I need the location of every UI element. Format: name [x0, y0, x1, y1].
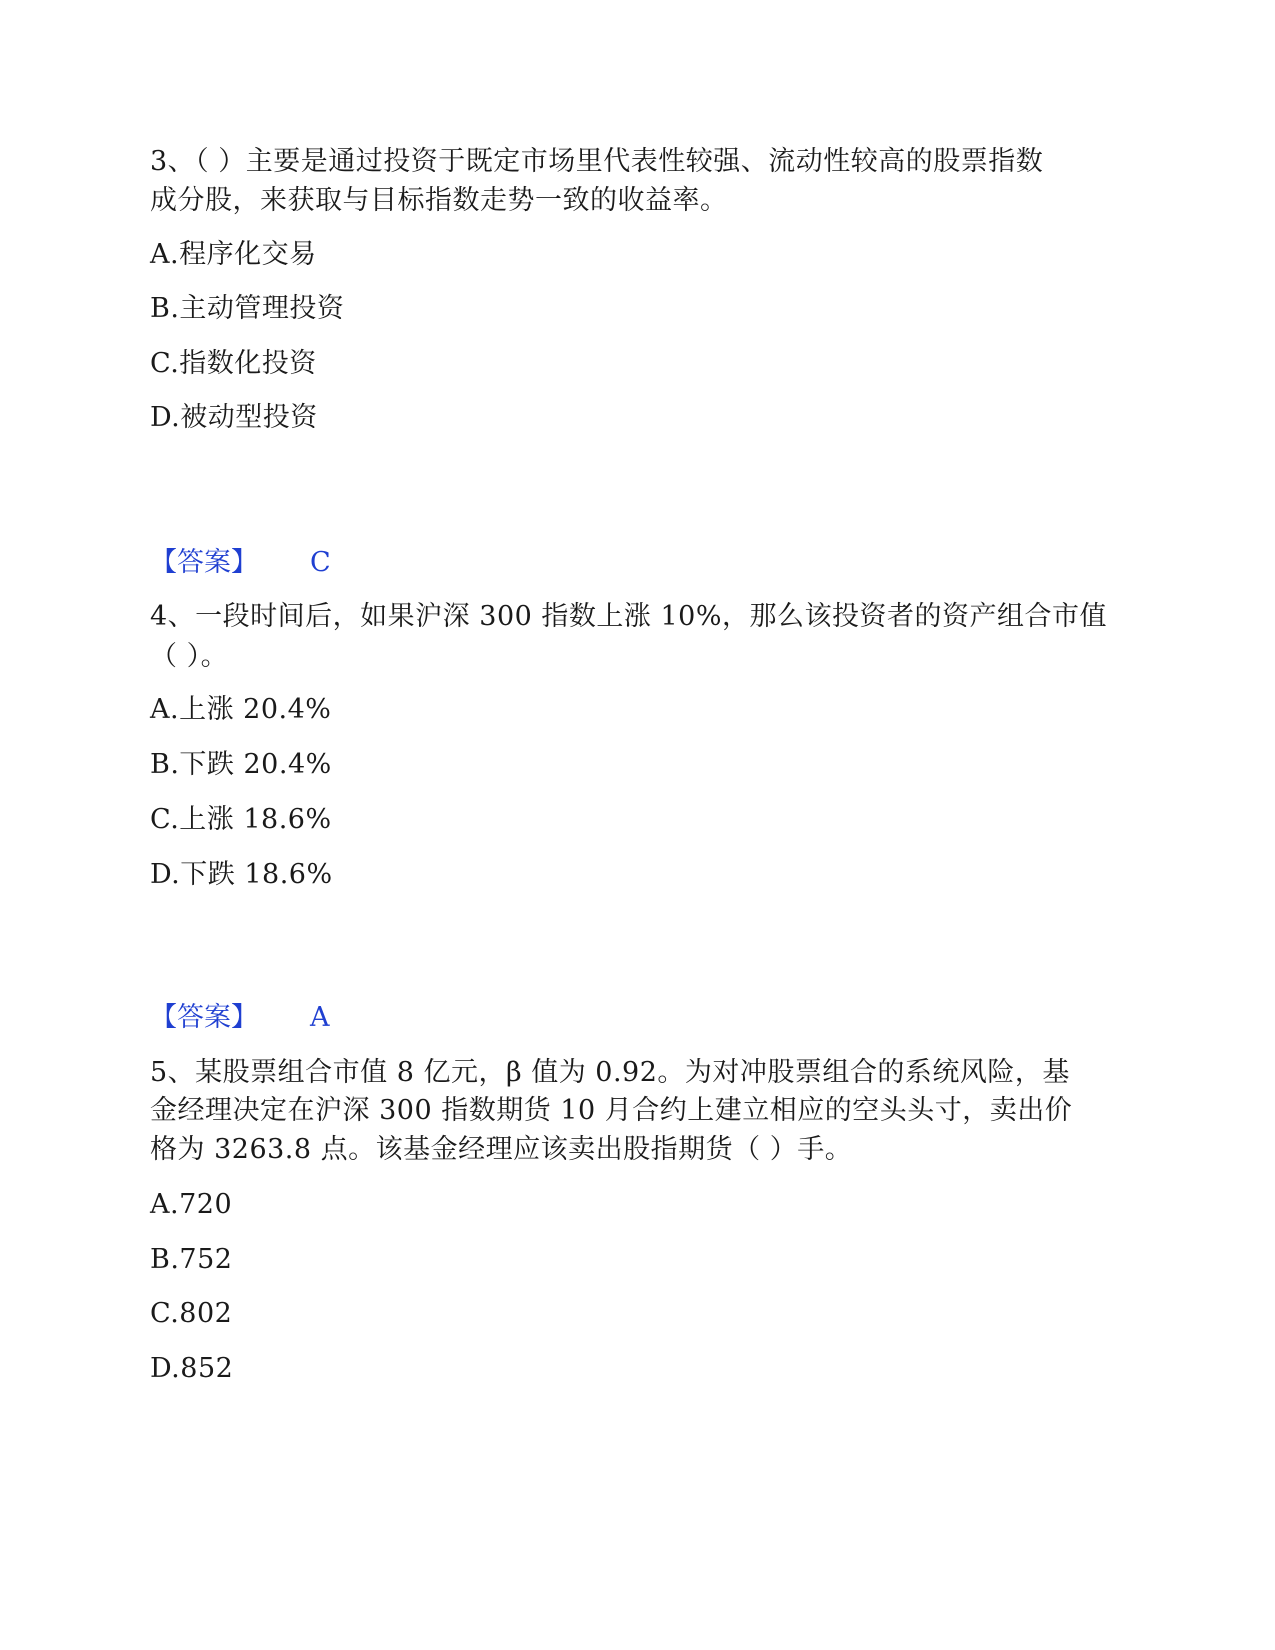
q5-option-b: B.752: [150, 1244, 233, 1275]
q3-option-c: C.指数化投资: [150, 348, 317, 379]
q5-option-a: A.720: [150, 1189, 233, 1220]
answer-value: C: [310, 547, 331, 578]
q3-option-b: B.主动管理投资: [150, 293, 345, 324]
answer-tag: 【答案】: [150, 547, 258, 578]
q4-option-d: D.下跌 18.6%: [150, 859, 333, 890]
answer-q4: [150, 998, 330, 1038]
q5-option-c: C.802: [150, 1298, 233, 1329]
q4-stem-line-2: （ ）。: [150, 641, 229, 672]
q4-option-a: A.上涨 20.4%: [150, 694, 332, 725]
q3-stem-line-2: 成分股，来获取与目标指数走势一致的收益率。: [150, 185, 728, 216]
q5-stem-line-2: 金经理决定在沪深 300 指数期货 10 月合约上建立相应的空头头寸，卖出价: [150, 1095, 1073, 1126]
q4-stem-line-1: 4、一段时间后，如果沪深 300 指数上涨 10%，那么该投资者的资产组合市值: [150, 601, 1107, 632]
q3-stem-line-1: 3、（ ）主要是通过投资于既定市场里代表性较强、流动性较高的股票指数: [150, 146, 1044, 177]
q4-option-c: C.上涨 18.6%: [150, 804, 332, 835]
q5-stem-line-3: 格为 3263.8 点。该基金经理应该卖出股指期货（ ）手。: [150, 1134, 853, 1165]
q3-option-d: D.被动型投资: [150, 402, 318, 433]
q5-option-d: D.852: [150, 1353, 234, 1384]
q3-option-a: A.程序化交易: [150, 239, 317, 270]
answer-value: A: [310, 1002, 330, 1033]
answer-tag: 【答案】: [150, 1002, 258, 1033]
q4-option-b: B.下跌 20.4%: [150, 749, 332, 780]
answer-q3: [150, 543, 331, 583]
q5-stem-line-1: 5、某股票组合市值 8 亿元，β 值为 0.92。为对冲股票组合的系统风险，基: [150, 1057, 1070, 1088]
